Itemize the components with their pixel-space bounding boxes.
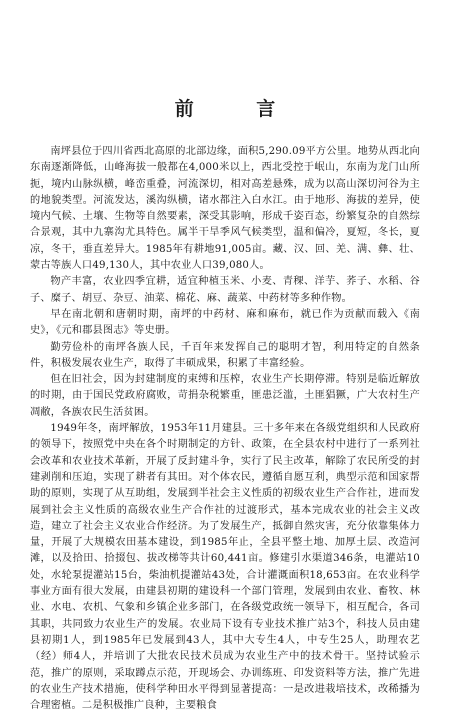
paragraph-1: 南坪县位于四川省西北高原的北部边缘，面积5,290.09平方公里。地势从西北向东南逐渐降低，山峰海拔一般都在4,000米以上，西北受控于岷山，东南为龙门山所扼，境内山脉纵横，峰峦重叠，河流深切，相对高差悬殊，成为以高山深切河谷为主的地貌类型。河流发达，溪沟纵横，诸水都注入白水江。由于地形、海拔的差异，使境内气候、土壤、生物等自然要素，深受其影响，形成千姿百态，纷繁复杂的自然综合景观，其中九寨沟尤具特色。属半干旱季风气候类型，温和偏冷，夏短，冬长，夏凉，冬干，垂直差异大。1985年有耕地91,005亩。藏、汉、回、羌、满、彝、壮、蒙古等族人口49,130人，其中农业人口39,080人。: [30, 146, 420, 272]
paragraph-5: 但在旧社会，因为封建制度的束缚和压榨，农业生产长期停滞。特别是临近解放的时期，由于国民党政府腐败，苛捐杂税繁重，匪患泛滥，土匪猖獗，广大农村生产凋敝，各族农民生活贫困。: [30, 374, 420, 418]
paragraph-2: 物产丰富，农业四季宜耕，适宜种植玉米、小麦、青稞、洋芋、荞子、水稻、谷子、糜子、胡豆、杂豆、油菜、棉花、麻、蔬菜、中药材等多种作物。: [30, 276, 420, 304]
paragraph-4: 勤劳俭朴的南坪各族人民，千百年来发挥自己的聪明才智，利用特定的自然条件，积极发展农业生产，取得了丰硕成果，积累了丰富经验。: [30, 341, 420, 369]
page-title: 前 言: [174, 98, 304, 120]
document-body: [30, 144, 420, 714]
paragraph-3: 早在南北朝和唐朝时期，南坪的中药材、麻和麻布，就已作为贡献而载入《南史》，《元和郡县图志》等史册。: [30, 308, 420, 337]
paragraph-6: 1949年冬，南坪解放，1953年11月建县。三十多年来在各级党组织和人民政府的领导下，按照党中央在各个时期制定的方针、政策，在全县农村中进行了一系列社会改革和农业技术革新，开展了反封建斗争，实行了民主改革，解除了农民所受的封建剥削和压迫，实现了耕者有其田。对个体农民，遵循自愿互利，典型示范和国家帮助的原则，实现了从互助组，发展到半社会主义性质的初级农业生产合作社，进而发展到社会主义性质的高级农业生产合作社的过渡形式，基本完成农业的社会主义改造，建立了社会主义农业合作经济。为了发展生产，抵御自然灾害，充分依靠集体力量，开展了大规模农田基本建设，到1985年止，全县平整土地、加厚土层、改造河滩，以及拾田、拾掇包、拔改梯等共计60,441亩。修建引水渠道346条，电灌站10处，水轮泵提灌站15台，柴油机提灌站43处，合计灌溉面积18,653亩。在农业科学事业方面有很大发展，由建县初期的建设科一个部门管理，发展到由农业、畜牧、林业、水电、农机、气象和乡镇企业多部门，在各级党政统一领导下，相互配合，各司其职，共同致力农业生产的发展。农业局下设有专业技术推广站3个，科技人员由建县初期1人，到1985年已发展到43人，其中大专生4人，中专生25人，助理农艺（经）师4人，并培训了大批农民技术员成为农业生产中的技术骨干。坚持试验示范，推广的原则，采取蹲点示范，开现场会、办训练班、印发资料等方法，推广先进的农业生产技术措施，使科学种田水平得到显著提高：一是改进栽培技术，改稀播为合理密植。二是积极推广良种，主要粮食: [30, 423, 420, 712]
